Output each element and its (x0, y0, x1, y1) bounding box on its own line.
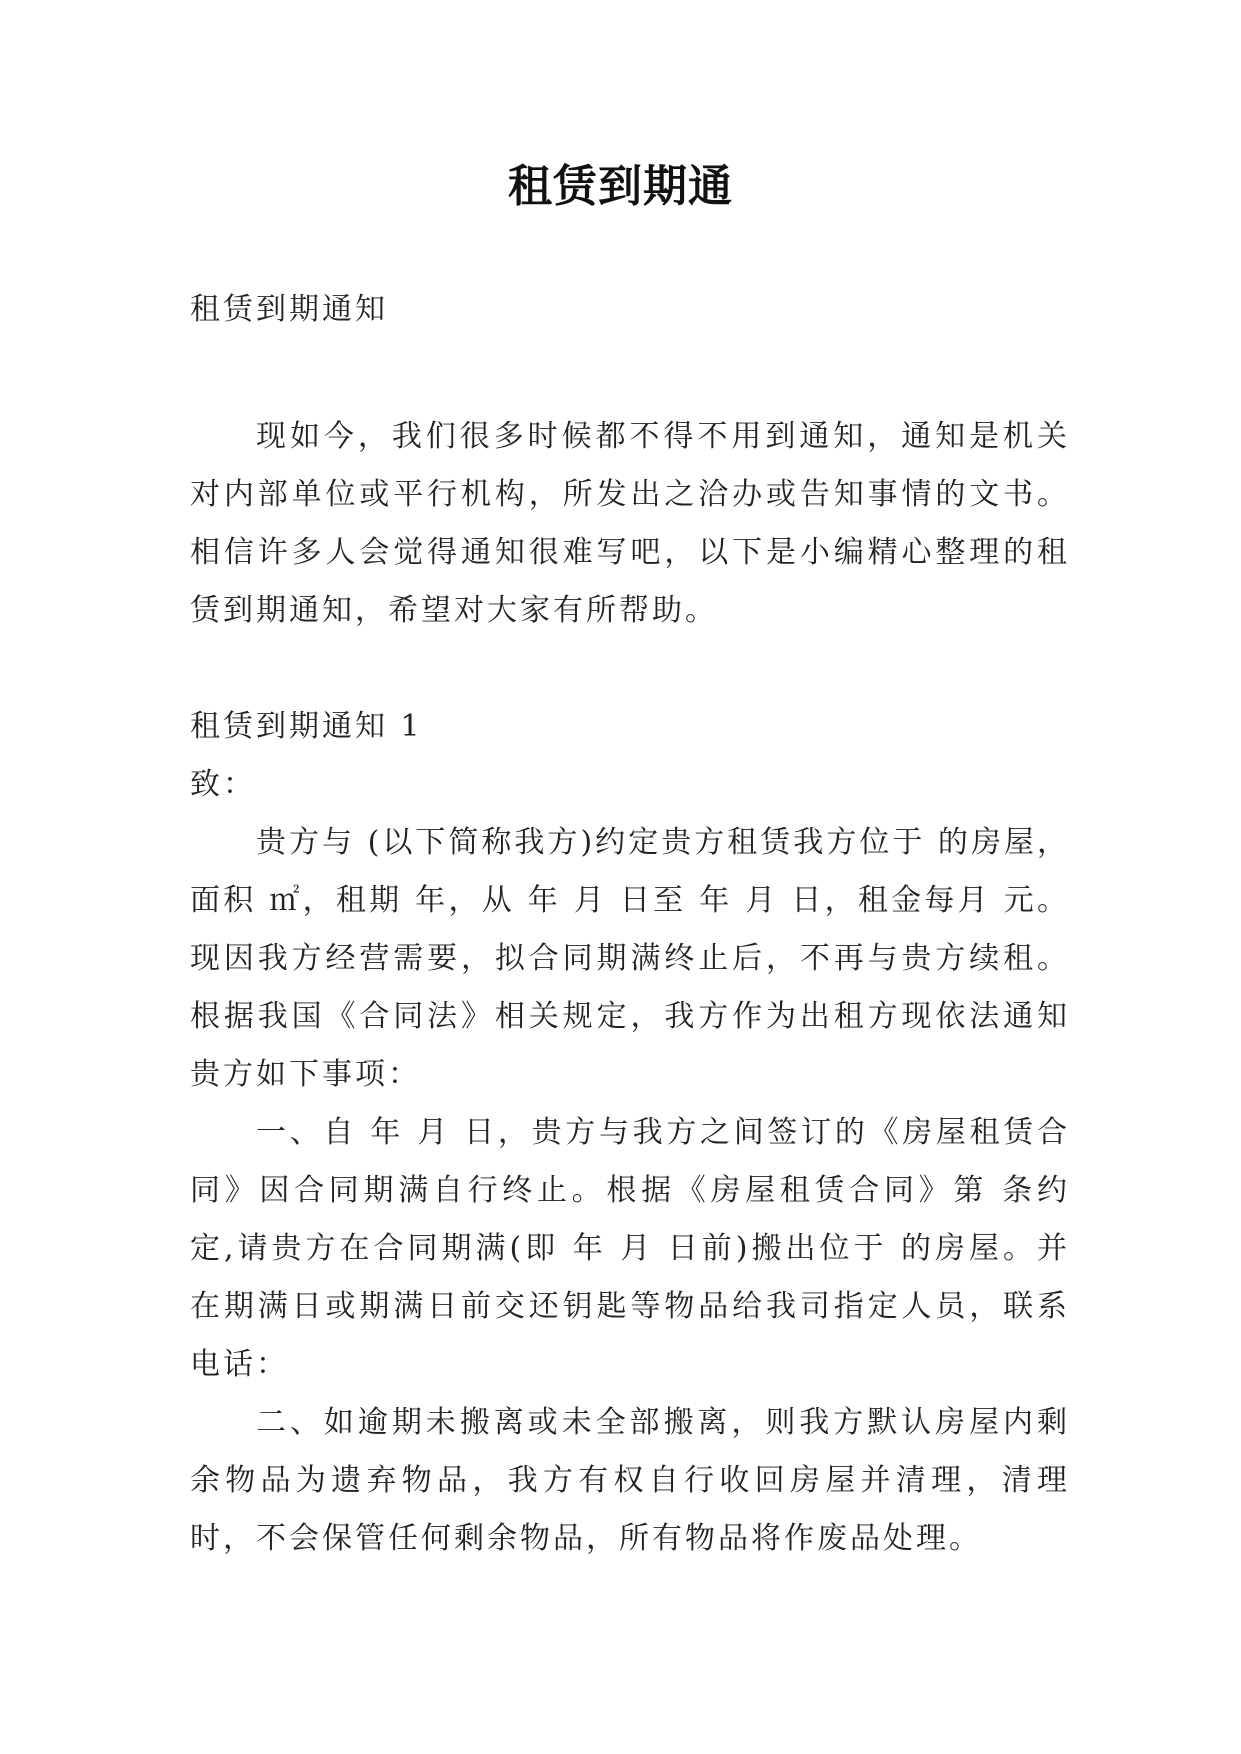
document-body (190, 290, 1070, 1568)
salutation: 致： (190, 767, 256, 802)
intro-paragraph: 现如今，我们很多时候都不得不用到通知，通知是机关对内部单位或平行机构，所发出之洽办或告知事情的文书。相信许多人会觉得通知很难写吧，以下是小编精心整理的租赁到期通知，希望对大家有所帮助。 (190, 419, 1070, 628)
section-title: 租赁到期通知 1 (190, 709, 423, 744)
body-paragraph-1: 贵方与 (以下简称我方)约定贵方租赁我方位于 的房屋，面积 ㎡，租期 年，从 年 月 日至 年 月 日，租金每月 元。现因我方经营需要，拟合同期满终止后，不再与贵方续租。根据我国《合同法》相关规定，我方作为出租方现依法通知贵方如下事项： (190, 825, 1070, 1092)
document-subtitle: 租赁到期通知 (190, 292, 388, 327)
body-paragraph-2: 一、自 年 月 日，贵方与我方之间签订的《房屋租赁合同》因合同期满自行终止。根据《房屋租赁合同》第 条约定,请贵方在合同期满(即 年 月 日前)搬出位于 的房屋。并在期满日或期满日前交还钥匙等物品给我司指定人员，联系电话： (190, 1115, 1070, 1382)
document-title: 租赁到期通 (508, 161, 733, 212)
body-paragraph-3: 二、如逾期未搬离或未全部搬离，则我方默认房屋内剩余物品为遗弃物品，我方有权自行收回房屋并清理，清理时，不会保管任何剩余物品，所有物品将作废品处理。 (190, 1405, 1070, 1556)
